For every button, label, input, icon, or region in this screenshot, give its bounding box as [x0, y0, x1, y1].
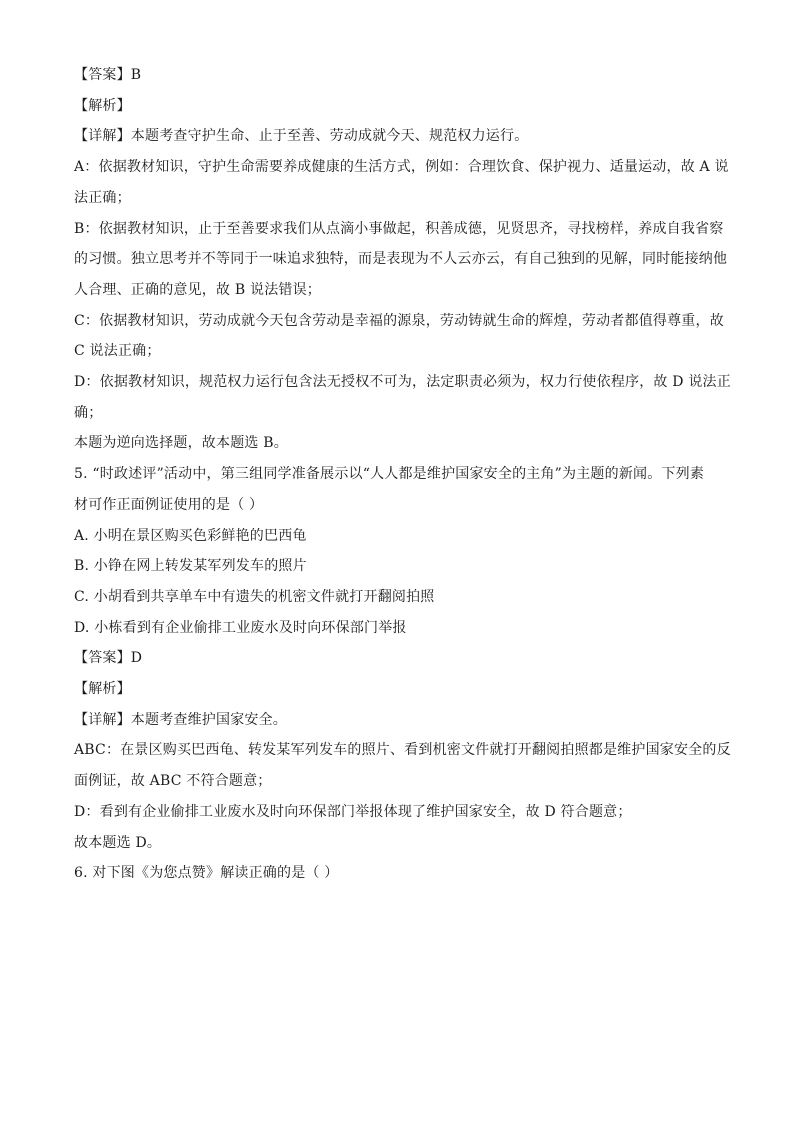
detail-option-b-line-2: 的习惯。独立思考并不等同于一味追求独特，而是表现为不人云亦云，有自己独到的见解，同时能接纳他 [74, 251, 728, 268]
answer-label-q5: 【答案】D [74, 650, 143, 667]
conclusion-q5: 故本题选 D。 [74, 834, 162, 851]
page-content [74, 60, 731, 889]
detail-d-q5: D：看到有企业偷排工业废水及时向环保部门举报体现了维护国家安全，故 D 符合题意； [74, 803, 632, 820]
detail-option-d-line-1: D：依据教材知识，规范权力运行包含法无授权不可为，法定职责必须为，权力行使依程序，故 D 说法正 [74, 374, 731, 391]
detail-option-b-line-3: 人合理、正确的意见，故 B 说法错误； [74, 281, 321, 298]
detail-abc-line-2: 面例证，故 ABC 不符合题意； [74, 773, 272, 790]
detail-intro-q4: 【详解】本题考查守护生命、止于至善、劳动成就今天、规范权力运行。 [74, 128, 529, 145]
detail-option-a-line-2: 法正确； [74, 189, 131, 206]
answer-label-q4: 【答案】B [74, 67, 142, 83]
detail-option-d-line-2: 确； [74, 404, 103, 421]
question-5-option-d: D. 小栋看到有企业偷排工业废水及时向环保部门举报 [74, 619, 407, 636]
analysis-label-q5: 【解析】 [74, 681, 131, 698]
detail-option-b-line-1: B：依据教材知识，止于至善要求我们从点滴小事做起，积善成德，见贤思齐，寻找榜样，养成自我省察 [74, 220, 724, 237]
detail-option-a-line-1: A：依据教材知识，守护生命需要养成健康的生活方式，例如：合理饮食、保护视力、适量运动，故 A 说 [74, 159, 729, 176]
question-5-option-c: C. 小胡看到共享单车中有遗失的机密文件就打开翻阅拍照 [74, 588, 435, 605]
conclusion-q4: 本题为逆向选择题，故本题选 B。 [74, 435, 288, 452]
question-5-option-b: B. 小铮在网上转发某军列发车的照片 [74, 558, 307, 575]
analysis-label-q4: 【解析】 [74, 97, 131, 114]
question-5-option-a: A. 小明在景区购买色彩鲜艳的巴西龟 [74, 527, 307, 544]
detail-intro-q5: 【详解】本题考查维护国家安全。 [74, 711, 287, 728]
detail-abc-line-1: ABC：在景区购买巴西龟、转发某军列发车的照片、看到机密文件就打开翻阅拍照都是维护国家安全的反 [74, 742, 731, 759]
question-5-stem-line-2: 材可作正面例证使用的是（ ） [74, 496, 264, 513]
question-5-stem-line-1: 5. “时政述评”活动中，第三组同学准备展示以“人人都是维护国家安全的主角”为主题的新闻。下列素 [74, 466, 705, 483]
detail-option-c-line-1: C：依据教材知识，劳动成就今天包含劳动是幸福的源泉，劳动铸就生命的辉煌，劳动者都值得尊重，故 [74, 312, 724, 329]
question-6-stem: 6. 对下图《为您点赞》解读正确的是（ ） [74, 865, 339, 882]
detail-option-c-line-2: C 说法正确； [74, 343, 161, 360]
